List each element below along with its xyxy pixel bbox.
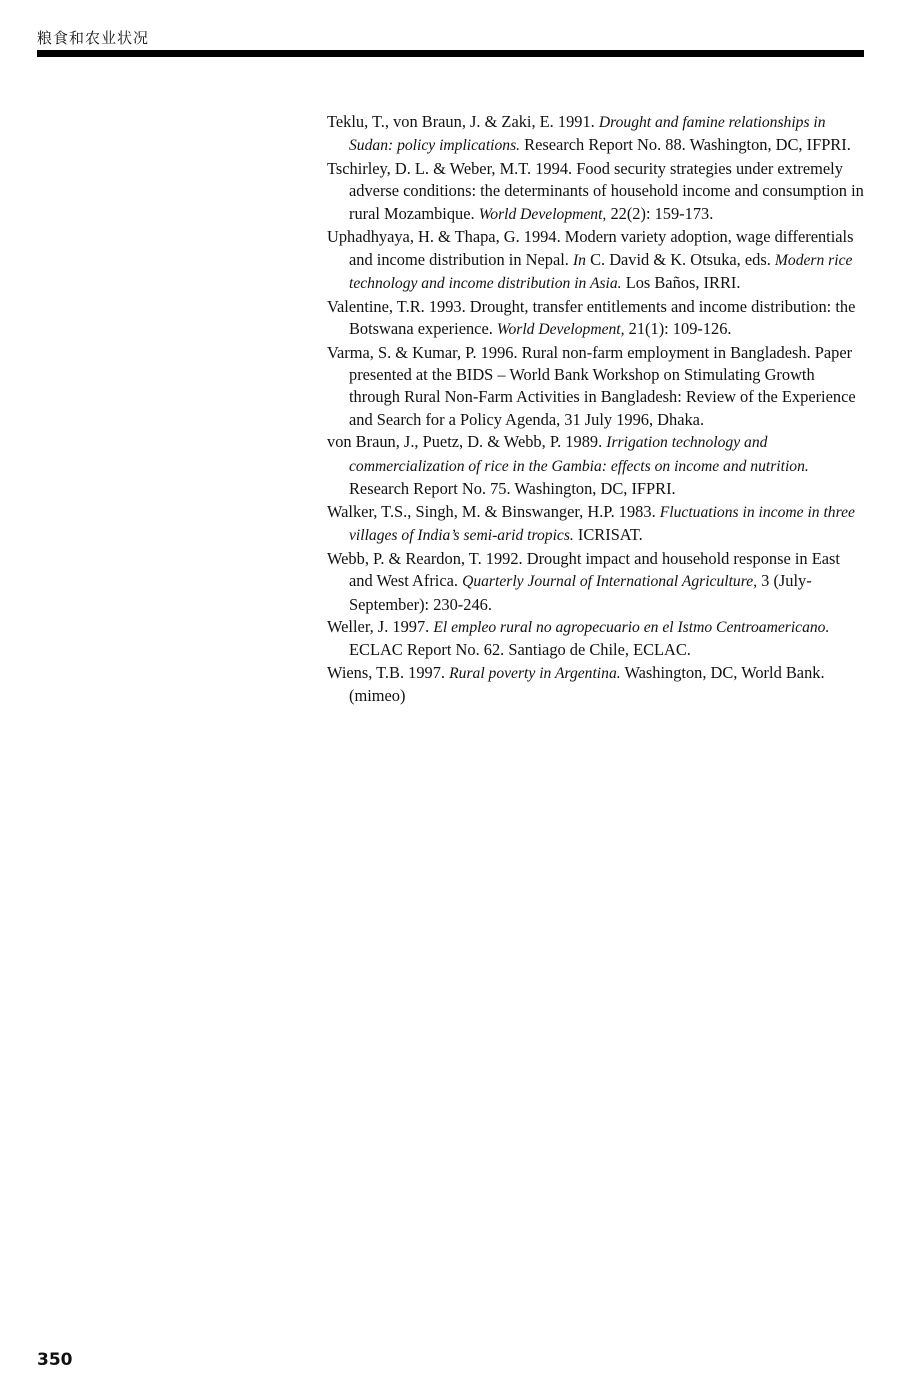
reference-title: In	[572, 251, 586, 269]
reference-entry	[327, 616, 867, 662]
reference-text: 3 (July-September): 230-246.	[349, 571, 812, 614]
reference-text: Research Report No. 75. Washington, DC, IFPRI.	[349, 479, 676, 499]
reference-text: Uphadhyaya, H. & Thapa, G. 1994. Modern variety adoption, wage differentials and income distribution in Nepal.	[327, 227, 854, 269]
reference-text: 21(1): 109-126.	[624, 319, 732, 339]
reference-text: Los Baños, IRRI.	[621, 273, 741, 293]
reference-title: El empleo rural no agropecuario en el Istmo Centroamericano.	[433, 618, 830, 636]
running-title: 粮食和农业状况	[37, 29, 150, 47]
reference-text: ICRISAT.	[573, 525, 643, 545]
reference-entry	[327, 431, 867, 500]
reference-text: Tschirley, D. L. & Weber, M.T. 1994. Food security strategies under extremely adverse conditions: the determinants of household income and consumption in rural Mozambique.	[327, 158, 864, 223]
reference-title: World Development,	[496, 321, 625, 339]
reference-text: C. David & K. Otsuka, eds.	[585, 249, 775, 269]
reference-text: Valentine, T.R. 1993. Drought, transfer entitlements and income distribution: the Botswana experience.	[327, 296, 856, 339]
reference-title: Modern rice technology and income distribution in Asia.	[349, 251, 853, 293]
reference-text: Walker, T.S., Singh, M. & Binswanger, H.P. 1983.	[327, 501, 660, 521]
reference-entry	[327, 226, 867, 295]
reference-entry	[327, 342, 867, 432]
reference-title: Quarterly Journal of International Agriculture,	[462, 573, 758, 591]
reference-entry	[327, 111, 867, 158]
reference-entry	[327, 296, 867, 342]
reference-entry	[327, 662, 867, 708]
reference-title: Drought and famine relationships in Sudan: policy implications.	[349, 114, 826, 155]
reference-text: Teklu, T., von Braun, J. & Zaki, E. 1991.	[327, 112, 599, 131]
page-number: 350	[37, 1350, 73, 1370]
reference-entry	[327, 548, 867, 616]
header-rule	[37, 50, 864, 57]
reference-text: Weller, J. 1997.	[327, 616, 434, 636]
reference-entry	[327, 501, 867, 548]
reference-text: Wiens, T.B. 1997.	[327, 662, 450, 682]
reference-text: Webb, P. & Reardon, T. 1992. Drought impact and household response in East and West Africa.	[327, 548, 840, 591]
reference-text: 22(2): 159-173.	[606, 203, 714, 223]
reference-text: ECLAC Report No. 62. Santiago de Chile, ECLAC.	[349, 640, 691, 660]
reference-text: Washington, DC, World Bank. (mimeo)	[349, 662, 825, 706]
reference-text: Varma, S. & Kumar, P. 1996. Rural non-farm employment in Bangladesh. Paper presented at the BIDS – World Bank Workshop on Stimulating Growth through Rural Non-Farm Activities in Bangladesh: Review of the Experience and Search for a Policy Agenda, 31 July 1996, Dhaka.	[327, 342, 856, 429]
reference-entry	[327, 158, 867, 226]
reference-title: World Development,	[478, 205, 607, 223]
reference-text: von Braun, J., Puetz, D. & Webb, P. 1989.	[327, 432, 607, 452]
reference-text: Research Report No. 88. Washington, DC, IFPRI.	[520, 135, 851, 155]
reference-title: Fluctuations in income in three villages of India’s semi-arid tropics.	[349, 503, 855, 545]
reference-title: Rural poverty in Argentina.	[449, 664, 621, 682]
reference-list	[327, 111, 867, 708]
reference-title: Irrigation technology and commercialization of rice in the Gambia: effects on income and nutrition.	[349, 434, 809, 475]
